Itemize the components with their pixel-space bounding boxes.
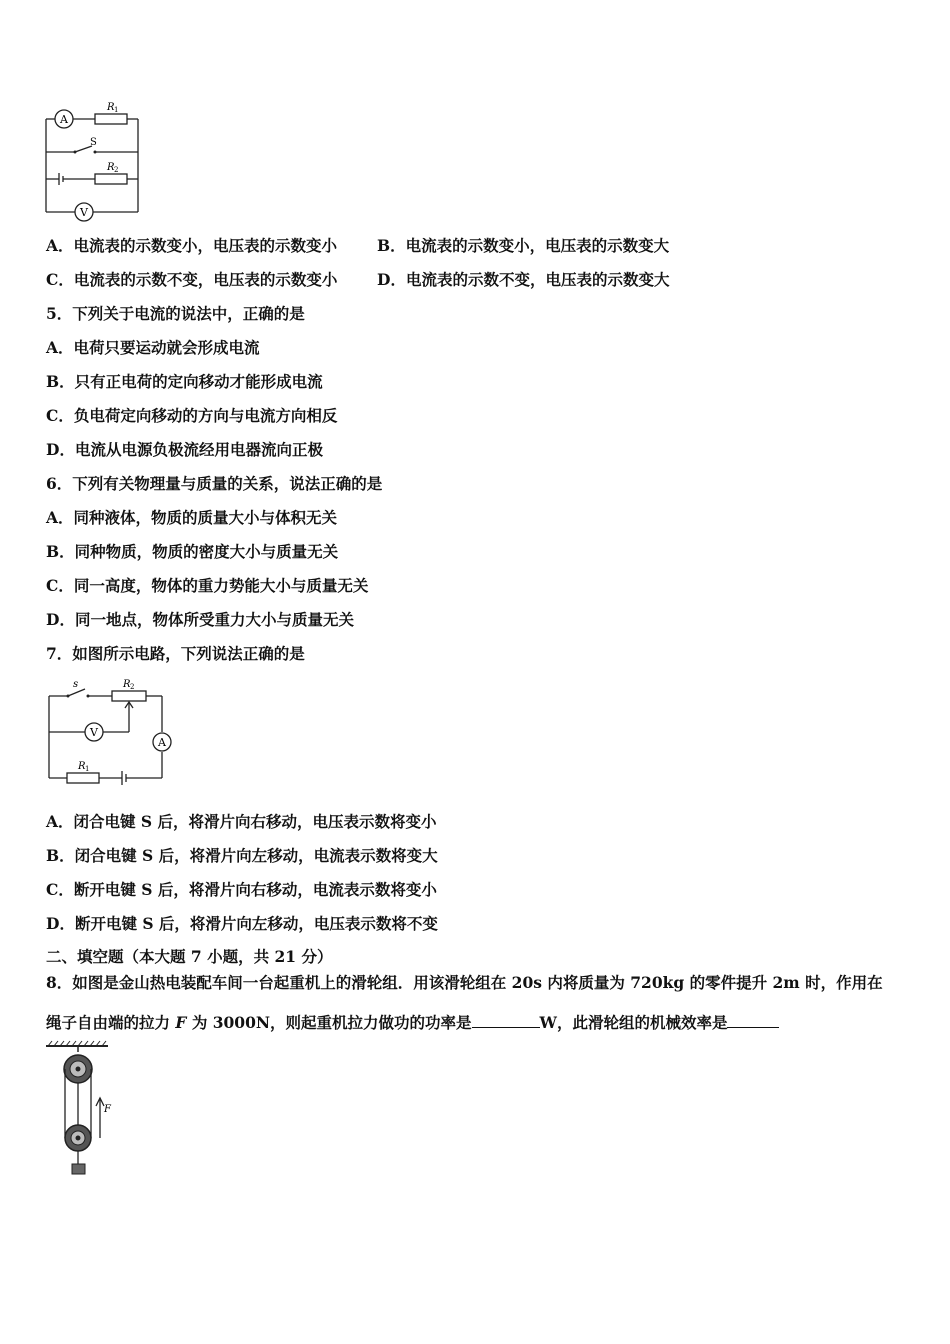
q5-option-b[interactable]: B．只有正电荷的定向移动才能形成电流 — [46, 372, 323, 391]
q6-option-a[interactable]: A．同种液体，物质的质量大小与体积无关 — [46, 508, 338, 527]
switch-label: S — [90, 137, 97, 148]
ammeter-label: A — [60, 113, 68, 126]
load-block-icon — [72, 1164, 85, 1174]
q5-option-c[interactable]: C．负电荷定向移动的方向与电流方向相反 — [46, 406, 338, 425]
r2-label: R — [123, 679, 131, 690]
q8-efficiency-blank[interactable] — [727, 1011, 779, 1028]
r2-sub: 2 — [114, 166, 119, 174]
q7-stem: 7．如图所示电路，下列说法正确的是 — [46, 644, 305, 663]
q6-stem: 6．下列有关物理量与质量的关系，说法正确的是 — [46, 474, 383, 493]
q5-stem: 5．下列关于电流的说法中，正确的是 — [46, 304, 305, 323]
force-label: F — [104, 1104, 111, 1115]
ammeter-label: A — [158, 736, 166, 749]
section-2-title: 二、填空题（本大题 7 小题，共 21 分） — [46, 947, 333, 966]
r1-sub: 1 — [85, 765, 90, 773]
q6-option-b[interactable]: B．同种物质，物质的密度大小与质量无关 — [46, 542, 339, 561]
q4-option-row-2 — [46, 270, 670, 290]
q7-option-a[interactable]: A．闭合电键 S 后，将滑片向右移动，电压表示数将变小 — [46, 812, 437, 831]
r1-label: R — [107, 102, 115, 113]
q6-option-c[interactable]: C．同一高度，物体的重力势能大小与质量无关 — [46, 576, 369, 595]
voltmeter-label: V — [90, 726, 98, 739]
q5-option-d[interactable]: D．电流从电源负极流经用电器流向正极 — [46, 440, 323, 459]
r1-label: R — [78, 761, 86, 772]
q8-force-symbol: F — [175, 1013, 187, 1032]
q5-option-a[interactable]: A．电荷只要运动就会形成电流 — [46, 338, 260, 357]
q8-line2-part-c: W，此滑轮组的机械效率是 — [539, 1013, 728, 1032]
q7-circuit-diagram — [40, 674, 180, 786]
r2-label: R — [107, 162, 115, 173]
q7-option-d[interactable]: D．断开电键 S 后，将滑片向左移动，电压表示数将不变 — [46, 914, 438, 933]
q4-option-d[interactable]: D．电流表的示数不变，电压表的示数变大 — [377, 270, 670, 289]
q4-option-row-1 — [46, 236, 670, 256]
voltmeter-label: V — [80, 206, 88, 219]
q8-line2-part-b: 为 3000N，则起重机拉力做功的功率是 — [186, 1013, 472, 1032]
q4-circuit-diagram — [40, 96, 150, 224]
q8-pulley-diagram — [42, 1040, 122, 1182]
q8-power-blank[interactable] — [472, 1011, 540, 1028]
switch-label: s — [73, 679, 79, 690]
q8-line-2 — [46, 1011, 779, 1033]
q4-option-c[interactable]: C．电流表的示数不变，电压表的示数变小 — [46, 270, 338, 289]
r1-sub: 1 — [114, 106, 119, 114]
q8-line2-part-a: 绳子自由端的拉力 — [46, 1013, 176, 1032]
q8-line-1: 8．如图是金山热电装配车间一台起重机上的滑轮组．用该滑轮组在 20s 内将质量为 720kg 的零件提升 2m 时，作用在 — [46, 973, 883, 992]
q7-option-c[interactable]: C．断开电键 S 后，将滑片向右移动，电流表示数将变小 — [46, 880, 437, 899]
q7-option-b[interactable]: B．闭合电键 S 后，将滑片向左移动，电流表示数将变大 — [46, 846, 438, 865]
r2-sub: 2 — [130, 683, 135, 691]
q6-option-d[interactable]: D．同一地点，物体所受重力大小与质量无关 — [46, 610, 354, 629]
q4-option-a[interactable]: A．电流表的示数变小，电压表的示数变小 — [46, 236, 338, 255]
q4-option-b[interactable]: B．电流表的示数变小，电压表的示数变大 — [377, 236, 670, 255]
